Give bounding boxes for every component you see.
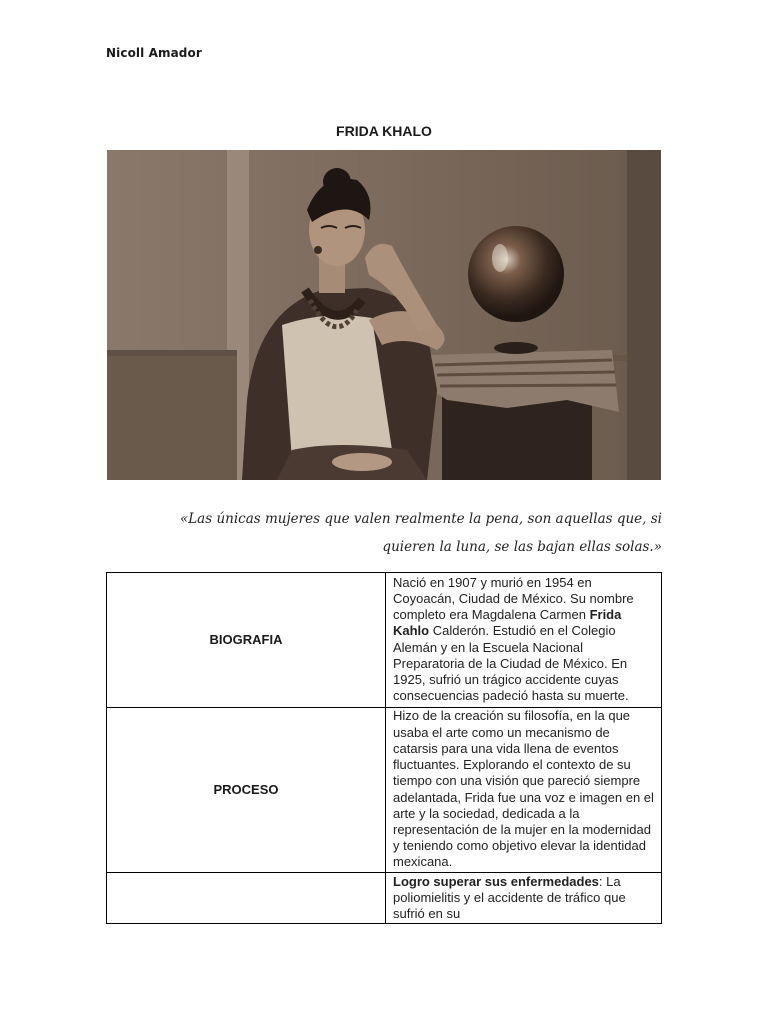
row-label-proceso: PROCESO bbox=[107, 708, 386, 873]
logro-text: : La poliomielitis y el accidente de tráfico que sufrió en su bbox=[393, 873, 626, 921]
row-text-clip bbox=[393, 874, 655, 922]
row-text-biografia bbox=[386, 573, 662, 708]
row-label-biografia: BIOGRAFIA bbox=[107, 573, 386, 708]
biografia-text-bold: Frida Kahlo bbox=[393, 607, 622, 639]
biografia-text-part-1: Nació en 1907 y murió en 1954 en Coyoacán, Ciudad de México. Su nombre completo era Magdalena Carmen bbox=[393, 574, 634, 623]
document-title: FRIDA KHALO bbox=[336, 123, 432, 139]
biografia-text-part-2: Calderón. Estudió en el Colegio Alemán y en la Escuela Nacional Preparatoria de la Ciudad de México. En 1925, sufrió un trágico accidente cuyas consecuencias padeció hasta su muerte. bbox=[393, 623, 629, 704]
table-row bbox=[107, 708, 662, 873]
info-table bbox=[106, 572, 662, 924]
table-row bbox=[107, 573, 662, 708]
portrait-illustration bbox=[107, 150, 661, 480]
quote-line-2: quieren la luna, se las bajan ellas solas.» bbox=[382, 539, 662, 555]
portrait-photo bbox=[107, 150, 661, 480]
row-label-empty bbox=[107, 873, 386, 924]
table-row bbox=[107, 873, 662, 924]
quote bbox=[150, 505, 662, 561]
quote-line-1: «Las únicas mujeres que valen realmente la pena, son aquellas que, si bbox=[179, 511, 662, 527]
author-name: Nicoll Amador bbox=[106, 46, 202, 60]
row-text-logro bbox=[386, 873, 662, 924]
row-text-proceso: Hizo de la creación su filosofía, en la que usaba el arte como un mecanismo de catarsis para una vida llena de eventos fluctuantes. Explorando el contexto de su tiempo con una visión que pareció siempre adelantada, Frida fue una voz e imagen en el arte y la sociedad, dedicada a la representación de la mujer en la modernidad y teniendo como objetivo elevar la identidad mexicana. bbox=[386, 708, 662, 873]
logro-text-bold: Logro superar sus enfermedades bbox=[393, 873, 599, 889]
